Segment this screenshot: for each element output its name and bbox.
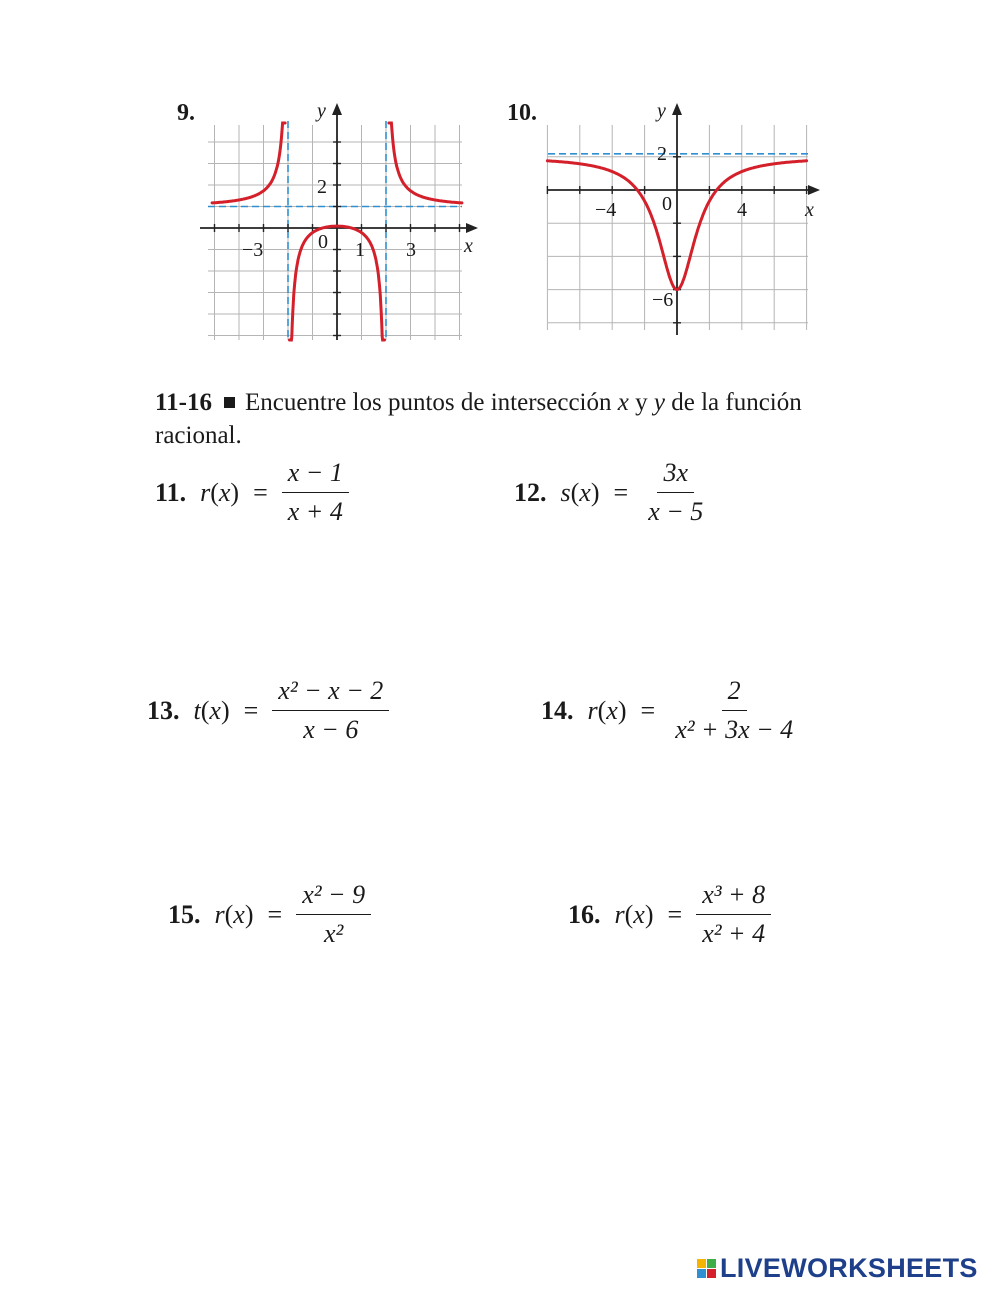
y-tick-label: −6 [652,289,674,311]
denominator: x − 6 [303,715,359,744]
x-tick-label: 0 [662,193,672,215]
problem-15: 15. r(x) = $\frac{\text{x² − 9}}{\text{x²}}$ [168,880,371,949]
function-name: r(x) [200,477,240,507]
fraction [696,880,771,949]
numerator: x³ + 8 [696,880,771,915]
problem-12: 12. s(x) = $\frac{3x}{x - 5}$ [514,458,709,527]
denominator: x − 5 [648,497,704,526]
numerator: 3x [657,458,694,493]
var-x: x [617,389,629,416]
function-name: t(x) [193,695,230,725]
fraction [296,880,371,949]
problem-number: 11. [155,477,187,507]
problem-11: 11. r(x) = $\frac{x - 1}{x + 4}$ [155,458,349,527]
problem-9-graph [200,95,490,345]
logo-text: LIVEWORKSHEETS [720,1253,978,1283]
y-tick-label: 2 [317,176,327,198]
fraction [272,676,389,745]
x-tick-label: 0 [318,231,328,253]
y-axis-arrow [332,103,342,115]
curve-left-branch [212,123,285,203]
x-tick-label: 4 [737,199,747,221]
fraction [642,458,709,527]
instructions [155,386,875,452]
x-axis-arrow [808,185,820,195]
denominator: x² + 3x − 4 [675,715,794,744]
numerator: x² − x − 2 [272,676,389,711]
logo-mark-icon [697,1259,716,1278]
x-tick-label: 1 [355,239,365,261]
problem-16: 16. r(x) = $\frac{\text{x³ + 8}}{\text{x² + 4}}$ [568,880,771,949]
function-name: s(x) [560,477,600,507]
numerator: x − 1 [282,458,349,493]
denominator: x + 4 [287,497,343,526]
x-tick-label: −3 [242,239,264,261]
problem-10-label: 10. [507,100,537,126]
function-name: r(x) [214,899,254,929]
problem-number: 14. [541,695,574,725]
x-axis-label: x [464,235,473,257]
numerator: 2 [722,676,747,711]
conjunction: y [635,389,648,416]
liveworksheets-logo [697,1253,978,1284]
denominator: x² [323,919,344,948]
instruction-text: Encuentre los puntos de intersección [244,389,612,416]
problem-number: 15. [168,899,201,929]
curve-right-branch [389,123,462,203]
function-name: r(x) [587,695,627,725]
x-tick-label: 3 [406,239,416,261]
y-axis-label: y [317,100,326,122]
fraction [669,676,799,745]
problem-number: 12. [514,477,547,507]
problem-9-label: 9. [177,100,195,126]
problem-range: 11-16 [155,389,212,416]
instruction-text: de la función racional. [155,389,802,449]
y-axis-label: y [657,100,666,122]
denominator: x² + 4 [702,919,766,948]
problem-number: 16. [568,899,601,929]
x-axis-label: x [805,199,814,221]
x-axis-arrow [466,223,478,233]
y-tick-label: 2 [657,143,667,165]
problem-10-graph [540,95,830,340]
y-axis-arrow [672,103,682,115]
square-bullet-icon [224,397,235,408]
var-y: y [653,389,665,416]
problem-13: 13. t(x) = $\frac{\text{x² − x − 2}}{x - 6}$ [147,676,389,745]
x-tick-label: −4 [595,199,617,221]
function-name: r(x) [614,899,654,929]
problem-14: 14. r(x) = $\frac{2}{\text{x² + 3x − 4}}$ [541,676,799,745]
fraction [282,458,349,527]
problem-number: 13. [147,695,180,725]
numerator: x² − 9 [296,880,371,915]
